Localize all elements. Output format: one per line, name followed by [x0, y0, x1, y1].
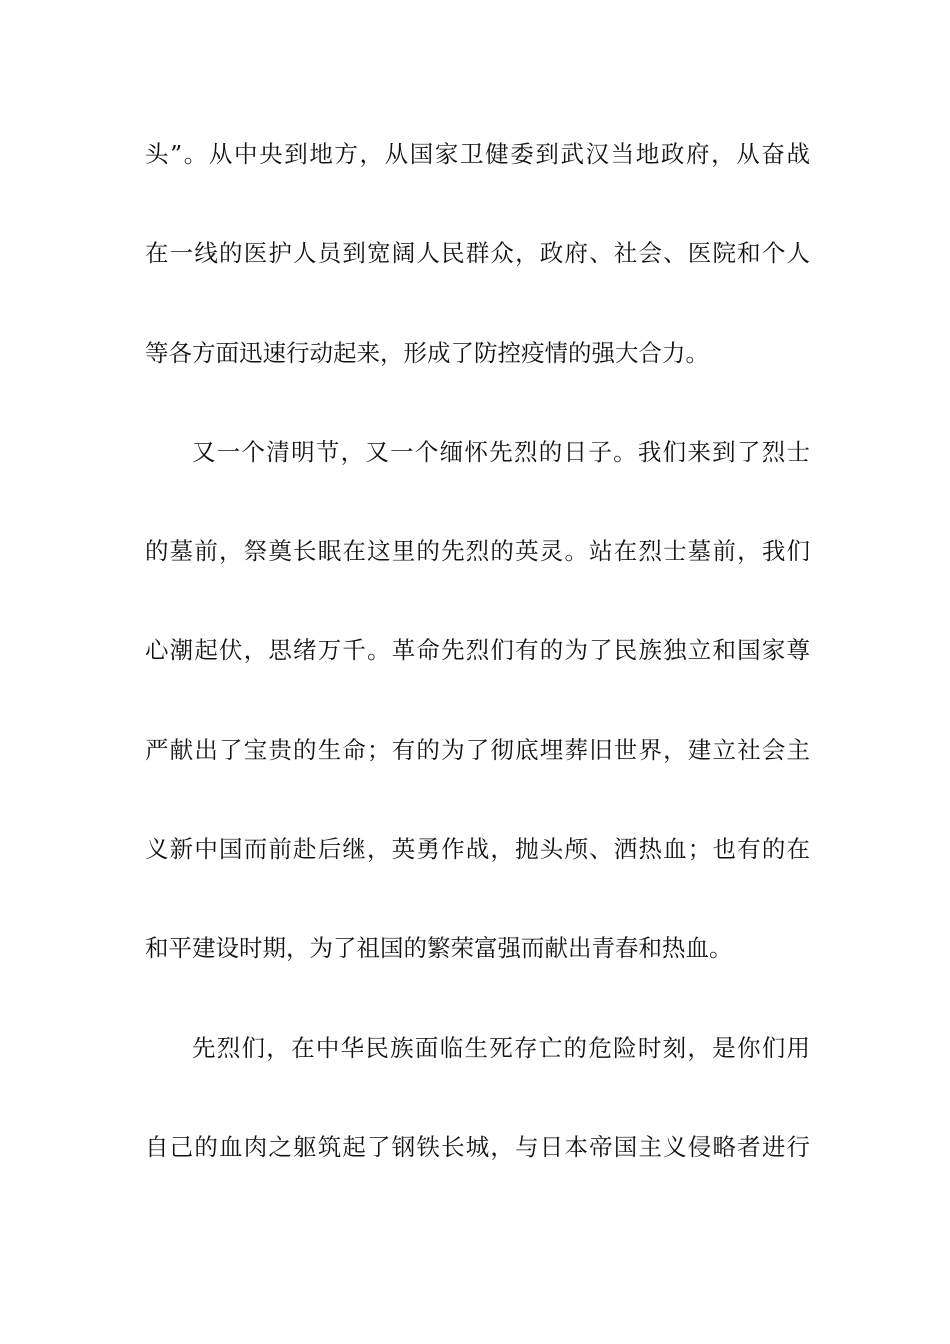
- text-line: 义新中国而前赴后继，英勇作战，抛头颅、洒热血；也有的在: [145, 835, 810, 864]
- text-line: 先烈们，在中华民族面临生死存亡的危险时刻，是你们用: [192, 1033, 810, 1062]
- text-line: 头”。从中央到地方，从国家卫健委到武汉当地政府，从奋战: [145, 140, 810, 168]
- text-line: 严献出了宝贵的生命；有的为了彻底埋葬旧世界，建立社会主: [145, 735, 810, 764]
- text-line: 心潮起伏，思绪万千。革命先烈们有的为了民族独立和国家尊: [145, 636, 810, 665]
- document-body: [145, 128, 810, 1220]
- text-line: 等各方面迅速行动起来，形成了防控疫情的强大合力。: [145, 338, 709, 367]
- text-line: 在一线的医护人员到宽阔人民群众，政府、社会、医院和个人: [145, 239, 810, 268]
- text-line: 的墓前，祭奠长眠在这里的先烈的英灵。站在烈士墓前，我们: [145, 537, 810, 566]
- text-line: 又一个清明节，又一个缅怀先烈的日子。我们来到了烈士: [192, 437, 810, 466]
- text-line: 自己的血肉之躯筑起了钢铁长城，与日本帝国主义侵略者进行: [145, 1132, 810, 1161]
- text-line: 和平建设时期，为了祖国的繁荣富强而献出青春和热血。: [145, 934, 733, 963]
